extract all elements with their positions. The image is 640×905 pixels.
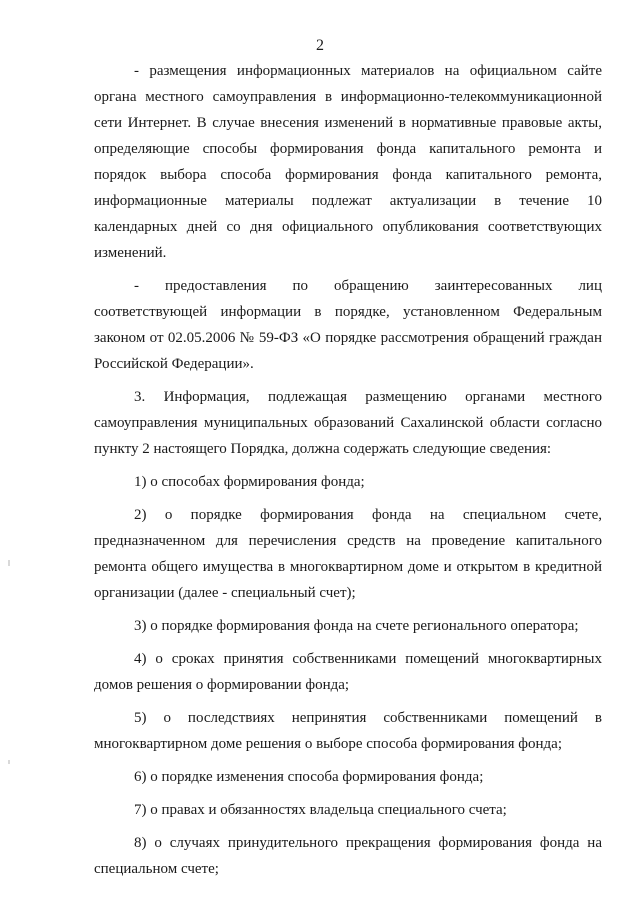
list-item: 4) о сроках принятия собственниками помещений многоквартирных домов решения о формировании фонда; [94, 651, 602, 693]
list-item: 8) о случаях принудительного прекращения формирования фонда на специальном счете; [94, 835, 602, 877]
paragraph-info-on-request: - предоставления по обращению заинтересованных лиц соответствующей информации в порядке, установленном Федеральным законом от 02.05.2006 № 59-ФЗ «О порядке рассмотрения обращений граждан Российской Федерации». [94, 278, 602, 372]
document-body [94, 58, 602, 882]
list-item: 3) о порядке формирования фонда на счете регионального оператора; [134, 618, 579, 634]
scan-mark [8, 760, 10, 764]
paragraph-info-website: - размещения информационных материалов на официальном сайте органа местного самоуправления в информационно-телекоммуникационной сети Интернет. В случае внесения изменений в нормативные правовые акты, определяющие способы формирования фонда капитального ремонта и порядок выбора способа формирования фонда капитального ремонта, информационные материалы подлежат актуализации в течение 10 календарных дней со дня официального опубликования соответствующих изменений. [94, 63, 602, 261]
list-item: 5) о последствиях непринятия собственниками помещений в многоквартирном доме решения о выборе способа формирования фонда; [94, 710, 602, 752]
scan-mark [8, 560, 10, 566]
list-item: 6) о порядке изменения способа формирования фонда; [134, 769, 484, 785]
page-number: 2 [316, 37, 324, 54]
list-item: 1) о способах формирования фонда; [134, 474, 365, 490]
list-item: 2) о порядке формирования фонда на специальном счете, предназначенном для перечисления средств на проведение капитального ремонта общего имущества в многоквартирном доме и открытом в кредитной организации (далее - специальный счет); [94, 507, 602, 601]
paragraph-item-3: 3. Информация, подлежащая размещению органами местного самоуправления муниципальных образований Сахалинской области согласно пункту 2 настоящего Порядка, должна содержать следующие сведения: [94, 389, 602, 457]
list-item: 7) о правах и обязанностях владельца специального счета; [134, 802, 507, 818]
